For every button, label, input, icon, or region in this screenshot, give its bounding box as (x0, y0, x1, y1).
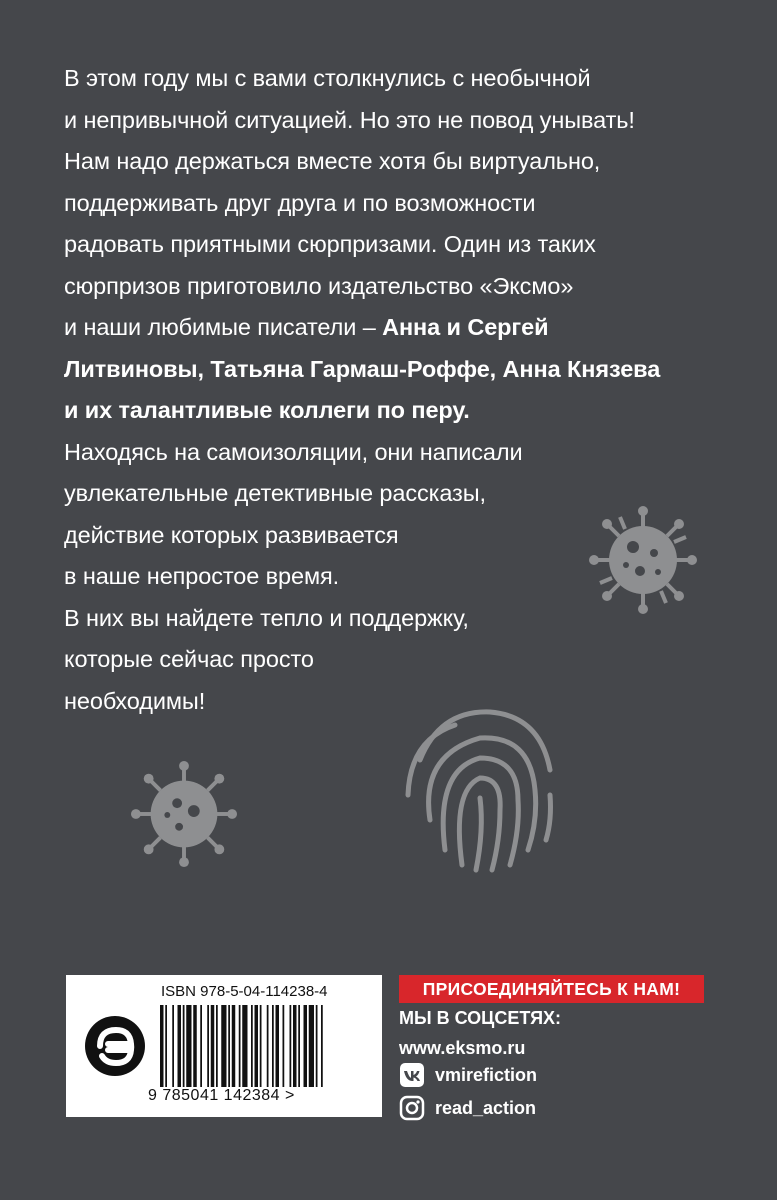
blurb-line: поддерживать друг друга и по возможности (64, 189, 536, 216)
instagram-handle: read_action (435, 1097, 537, 1118)
blurb-line (64, 390, 704, 432)
authors-text: и их талантливые коллеги по перу. (64, 397, 470, 423)
authors-text: Анна и Сергей (382, 314, 549, 340)
instagram-link[interactable] (399, 1094, 536, 1122)
blurb-line: увлекательные детективные рассказы, (64, 480, 486, 506)
blurb-line: в наше непростое время. (64, 563, 340, 589)
social-heading: МЫ В СОЦСЕТЯХ: (399, 1008, 562, 1028)
blurb-line: необходимы! (64, 687, 206, 714)
vk-icon (399, 1062, 425, 1088)
blurb-line: действие которых развивается (64, 521, 399, 548)
blurb-line: и непривычной ситуацией. Но это не повод унывать! (64, 106, 635, 133)
instagram-icon (399, 1095, 425, 1121)
website-link[interactable]: www.eksmo.ru (399, 1038, 526, 1058)
blurb-line: В них вы найдете тепло и поддержку, (64, 604, 469, 631)
blurb-line: радовать приятными сюрпризами. Один из таких (64, 231, 596, 257)
blurb-line: которые сейчас просто (64, 646, 314, 672)
virus-icon (588, 505, 698, 615)
isbn-label: ISBN 978-5-04-114238-4 (161, 983, 328, 1000)
blurb-line: Нам надо держаться вместе хотя бы виртуально, (64, 148, 601, 174)
virus-icon (130, 760, 238, 868)
blurb-line: сюрпризов приготовило издательство «Эксмо» (64, 272, 574, 299)
join-us-badge: ПРИСОЕДИНЯЙТЕСЬ К НАМ! (399, 975, 704, 1003)
barcode-panel (66, 975, 382, 1117)
fingerprint-icon (400, 700, 560, 875)
barcode (160, 1005, 370, 1087)
back-cover-blurb (64, 58, 704, 722)
eksmo-logo-icon (84, 1015, 146, 1077)
vk-handle: vmirefiction (435, 1064, 538, 1085)
blurb-line (64, 307, 704, 349)
authors-text: Литвиновы, Татьяна Гармаш-Роффе, Анна Князева (64, 355, 661, 382)
blurb-text: и наши любимые писатели – (64, 314, 383, 340)
blurb-line (64, 349, 704, 391)
vk-link[interactable] (399, 1061, 537, 1089)
barcode-digits: 9 785041 142384 > (148, 1087, 295, 1104)
blurb-line: В этом году мы с вами столкнулись с необычной (64, 65, 591, 91)
blurb-line: Находясь на самоизоляции, они написали (64, 438, 523, 465)
